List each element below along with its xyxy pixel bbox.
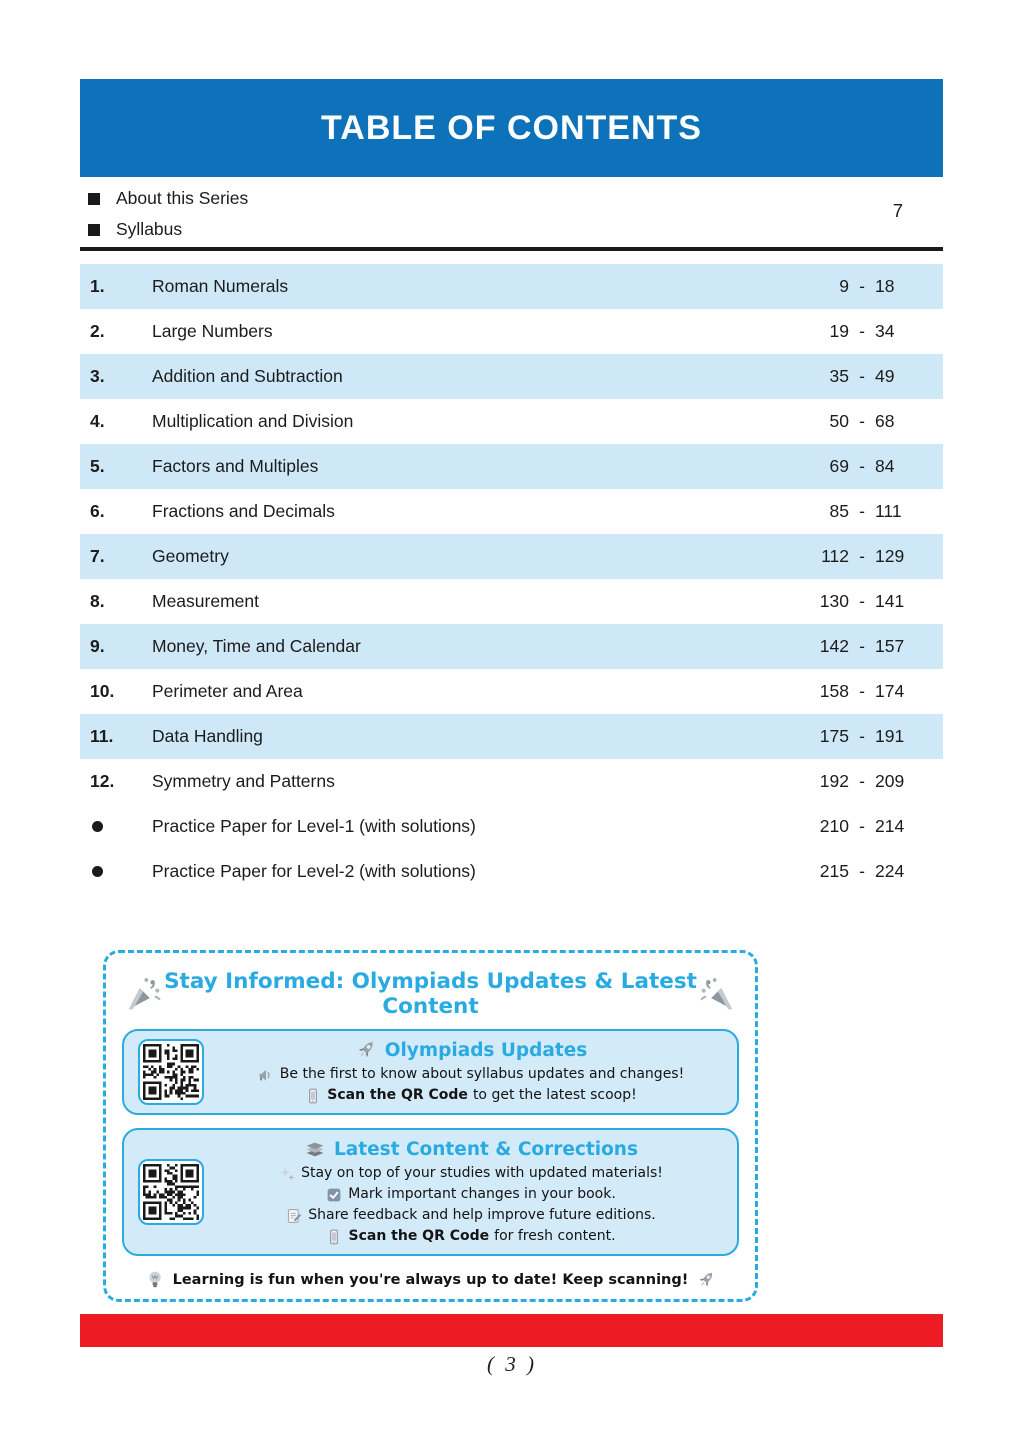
page-range-dash: - <box>859 591 865 611</box>
rocket-icon <box>349 1033 383 1067</box>
page-range <box>805 501 943 522</box>
memo-icon <box>285 1207 303 1225</box>
megaphone-icon <box>257 1066 275 1084</box>
page-start: 130 <box>819 591 849 611</box>
page-range-dash: - <box>859 276 865 296</box>
toc-row <box>80 264 943 309</box>
page-start: 158 <box>819 681 849 701</box>
page-range <box>805 636 943 657</box>
page-start: 215 <box>819 861 849 881</box>
page-end: 111 <box>875 501 902 521</box>
toc-row <box>80 534 943 579</box>
chapter-number: 2. <box>90 321 105 341</box>
page-range <box>805 546 943 567</box>
chapter-number: 11. <box>90 726 114 746</box>
page-start: 210 <box>819 816 849 836</box>
toc-row <box>80 624 943 669</box>
page-range <box>805 411 943 432</box>
promo-title: Stay Informed: Olympiads Updates & Latest Content <box>164 969 697 1019</box>
card-lines <box>218 1064 723 1106</box>
chapter-list <box>80 264 943 894</box>
red-footer-bar <box>80 1314 943 1347</box>
page-end: 214 <box>875 816 905 836</box>
promo-footer-tagline <box>122 1269 739 1291</box>
page-range <box>805 861 943 882</box>
chapter-number: 4. <box>90 411 105 431</box>
chapter-number: 1. <box>90 276 105 296</box>
page-range <box>805 771 943 792</box>
promo-line <box>218 1163 723 1184</box>
chapter-number: 12. <box>90 771 115 791</box>
chapter-title: Practice Paper for Level-2 (with solutions) <box>152 861 476 881</box>
toc-header-banner <box>80 79 943 177</box>
page-start: 85 <box>829 501 849 521</box>
promo-line-text: Be the first to know about syllabus updates and changes! <box>279 1066 685 1082</box>
chapter-number: 10. <box>90 681 115 701</box>
page-range-dash: - <box>859 861 865 881</box>
qr-code-frame <box>138 1039 204 1105</box>
toc-row <box>80 489 943 534</box>
chapter-title: Addition and Subtraction <box>152 366 343 386</box>
chapter-title: Geometry <box>152 546 229 566</box>
page-range-dash: - <box>859 546 865 566</box>
toc-row <box>80 669 943 714</box>
promo-line-text: to get the latest scoop! <box>472 1087 637 1103</box>
card-lines <box>218 1163 723 1247</box>
promo-line <box>218 1184 723 1205</box>
chapter-number: 3. <box>90 366 105 386</box>
page-range-dash: - <box>859 321 865 341</box>
page-start: 175 <box>819 726 849 746</box>
chapter-title: Measurement <box>152 591 259 611</box>
promo-box <box>103 950 758 1302</box>
promo-line <box>218 1226 723 1247</box>
page-end: 129 <box>875 546 905 566</box>
chapter-number: 5. <box>90 456 105 476</box>
front-matter <box>80 183 943 245</box>
toc-row <box>80 309 943 354</box>
page-end: 157 <box>875 636 905 656</box>
chapter-title: Practice Paper for Level-1 (with solutions) <box>152 816 476 836</box>
toc-row <box>80 714 943 759</box>
chapter-number <box>80 821 152 832</box>
card-heading-label: Olympiads Updates <box>384 1039 588 1061</box>
page-range-dash: - <box>859 636 865 656</box>
page-range <box>805 816 943 837</box>
page-end: 68 <box>875 411 895 431</box>
promo-line-text: for fresh content. <box>494 1228 616 1244</box>
chapter-title: Money, Time and Calendar <box>152 636 361 656</box>
front-matter-item <box>80 214 943 245</box>
card-heading <box>218 1038 723 1062</box>
page-range-dash: - <box>859 726 865 746</box>
party-popper-icon <box>124 974 164 1014</box>
page-range <box>805 591 943 612</box>
chapter-title: Data Handling <box>152 726 263 746</box>
books-icon <box>303 1137 327 1161</box>
toc-row <box>80 579 943 624</box>
page-range <box>805 366 943 387</box>
chapter-number: 6. <box>90 501 105 521</box>
page-range-dash: - <box>859 456 865 476</box>
page-range-dash: - <box>859 501 865 521</box>
page-range-dash: - <box>859 681 865 701</box>
page-start: 9 <box>839 276 849 296</box>
toc-row <box>80 399 943 444</box>
page-start: 69 <box>829 456 849 476</box>
page-end: 84 <box>875 456 895 476</box>
promo-line-bold: Scan the QR Code <box>348 1228 490 1244</box>
page-start: 50 <box>829 411 849 431</box>
toc-row <box>80 849 943 894</box>
card-body <box>218 1038 723 1106</box>
chapter-title: Multiplication and Division <box>152 411 354 431</box>
chapter-title: Roman Numerals <box>152 276 289 296</box>
toc-row <box>80 804 943 849</box>
party-popper-icon <box>697 974 737 1014</box>
divider-rule <box>80 247 943 251</box>
chapter-title: Perimeter and Area <box>152 681 303 701</box>
promo-line-text: Share feedback and help improve future editions. <box>308 1207 656 1223</box>
page-end: 209 <box>875 771 905 791</box>
chapter-title: Large Numbers <box>152 321 273 341</box>
chapter-title: Factors and Multiples <box>152 456 319 476</box>
page-end: 18 <box>875 276 895 296</box>
chapter-number: 8. <box>90 591 105 611</box>
square-bullet-icon <box>88 224 100 236</box>
promo-line-bold: Scan the QR Code <box>327 1087 468 1103</box>
promo-line-text: Mark important changes in your book. <box>348 1186 616 1202</box>
page-end: 34 <box>875 321 895 341</box>
front-matter-item <box>80 183 943 214</box>
toc-row <box>80 444 943 489</box>
page-range-dash: - <box>859 411 865 431</box>
phone-icon <box>304 1087 322 1105</box>
page-end: 49 <box>875 366 895 386</box>
promo-line <box>218 1205 723 1226</box>
promo-footer-text: Learning is fun when you're always up to date! Keep scanning! <box>172 1272 689 1288</box>
rocket-icon <box>691 1265 722 1296</box>
promo-title-row <box>124 969 737 1019</box>
square-bullet-icon <box>88 193 100 205</box>
card-body <box>218 1137 723 1247</box>
page-start: 142 <box>819 636 849 656</box>
lightbulb-icon <box>144 1269 166 1291</box>
chapter-number: 7. <box>90 546 105 566</box>
promo-card-olympiads-updates <box>122 1029 739 1115</box>
sparkles-icon <box>278 1165 296 1183</box>
promo-line <box>218 1064 723 1085</box>
front-matter-page-number: 7 <box>892 200 903 221</box>
page-end: 191 <box>875 726 905 746</box>
qr-code <box>143 1044 199 1100</box>
page-end: 141 <box>875 591 905 611</box>
card-heading <box>218 1137 723 1161</box>
page-range <box>805 726 943 747</box>
chapter-title: Fractions and Decimals <box>152 501 335 521</box>
page-range-dash: - <box>859 771 865 791</box>
page-end: 224 <box>875 861 905 881</box>
qr-code <box>143 1164 199 1220</box>
toc-row <box>80 354 943 399</box>
phone-icon <box>325 1228 343 1246</box>
toc-row <box>80 759 943 804</box>
card-heading-label: Latest Content & Corrections <box>334 1138 638 1160</box>
chapter-number: 9. <box>90 636 105 656</box>
promo-line-text: Stay on top of your studies with updated materials! <box>301 1165 663 1181</box>
page-start: 192 <box>819 771 849 791</box>
qr-code-frame <box>138 1159 204 1225</box>
page-end: 174 <box>875 681 905 701</box>
chapter-number <box>80 866 152 877</box>
page-range-dash: - <box>859 816 865 836</box>
page-range <box>805 276 943 297</box>
page-title: TABLE OF CONTENTS <box>321 108 702 147</box>
page-range <box>805 681 943 702</box>
page-number: ( 3 ) <box>487 1352 537 1376</box>
page-range-dash: - <box>859 366 865 386</box>
checkbox-icon <box>325 1186 343 1204</box>
page-start: 19 <box>829 321 849 341</box>
promo-line <box>218 1085 723 1106</box>
page-range <box>805 321 943 342</box>
page-range <box>805 456 943 477</box>
page-start: 112 <box>821 546 849 566</box>
front-matter-label: Syllabus <box>116 219 183 239</box>
promo-card-latest-content <box>122 1128 739 1256</box>
page-start: 35 <box>829 366 849 386</box>
chapter-title: Symmetry and Patterns <box>152 771 335 791</box>
front-matter-label: About this Series <box>116 188 249 208</box>
